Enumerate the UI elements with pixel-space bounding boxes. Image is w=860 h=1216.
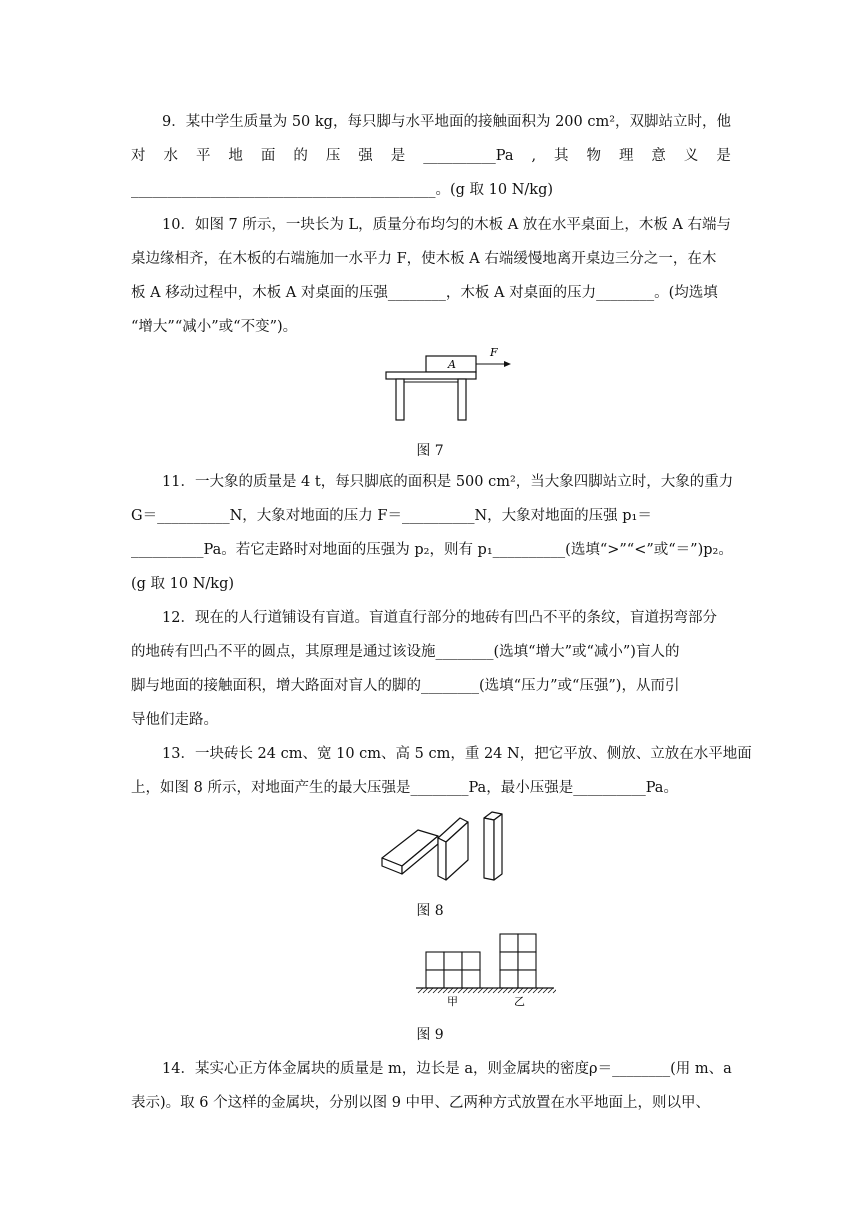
q14-line-2: 表示)。取 6 个这样的金属块，分别以图 9 中甲、乙两种方式放置在水平地面上，则以甲、 bbox=[131, 1095, 711, 1111]
hatch-stroke bbox=[523, 988, 528, 993]
q9-line-2-token: 其 bbox=[554, 148, 569, 164]
q9-line-2-token: 的 bbox=[293, 148, 308, 164]
hatch-stroke bbox=[463, 988, 468, 993]
hatch-stroke bbox=[468, 988, 473, 993]
hatch-stroke bbox=[513, 988, 518, 993]
q10-line-2: 桌边缘相齐，在木板的右端施加一水平力 F，使木板 A 右端缓慢地离开桌边三分之一，在木 bbox=[131, 251, 717, 267]
q9-line-2-token: 面 bbox=[260, 148, 276, 164]
hatch-stroke bbox=[553, 988, 556, 993]
fig9-label-jia: 甲 bbox=[447, 995, 458, 1008]
hatch-stroke bbox=[423, 988, 428, 993]
standing-brick-side bbox=[494, 814, 502, 880]
q11-line-1: 11．一大象的质量是 4 t，每只脚底的面积是 500 cm²，当大象四脚站立时，大象的重力 bbox=[162, 474, 734, 490]
figure-8-caption: 图 8 bbox=[416, 903, 444, 919]
hatch-stroke bbox=[458, 988, 463, 993]
q12-line-3: 脚与地面的接触面积，增大路面对盲人的脚的________(选填“压力”或“压强”)，从而引 bbox=[131, 678, 680, 694]
q9-line-2 bbox=[131, 146, 731, 166]
side-brick-front bbox=[438, 838, 446, 880]
hatch-stroke bbox=[473, 988, 478, 993]
q9-line-2-token: 地 bbox=[228, 148, 243, 164]
figure-9-cubes-diagram bbox=[414, 930, 556, 1010]
q11-line-2: G＝__________N，大象对地面的压力 F＝__________N，大象对地面的压强 p₁＝ bbox=[131, 508, 652, 524]
q9-line-3: __________________________________________。(g 取 10 N/kg) bbox=[131, 182, 554, 198]
q9-line-2-token: 平 bbox=[195, 148, 211, 164]
fig7-force-label: F bbox=[490, 346, 498, 359]
q13-line-2: 上，如图 8 所示，对地面产生的最大压强是________Pa，最小压强是__________Pa。 bbox=[131, 780, 678, 796]
hatch-stroke bbox=[533, 988, 538, 993]
hatch-stroke bbox=[478, 988, 483, 993]
q9-line-2-token: 压 bbox=[325, 148, 341, 164]
standing-brick-front bbox=[484, 818, 494, 880]
q9-line-2-token: 义 bbox=[683, 148, 699, 164]
hatch-stroke bbox=[493, 988, 498, 993]
q9-line-2-token: 物 bbox=[586, 148, 601, 164]
figure-7-table-diagram bbox=[380, 342, 520, 424]
q12-line-2: 的地砖有凹凸不平的圆点，其原理是通过该设施________(选填“增大”或“减小”)盲人的 bbox=[131, 644, 680, 660]
q9-line-1: 9．某中学生质量为 50 kg，每只脚与水平地面的接触面积为 200 cm²，双脚站立时，他 bbox=[162, 114, 732, 130]
hatch-stroke bbox=[433, 988, 438, 993]
hatch-stroke bbox=[508, 988, 513, 993]
q9-line-2-token: 理 bbox=[618, 148, 634, 164]
q9-line-2-token: 是 bbox=[716, 148, 731, 164]
fig7-block-label: A bbox=[448, 358, 456, 371]
q9-line-2-token: __________Pa bbox=[423, 148, 514, 164]
hatch-stroke bbox=[548, 988, 553, 993]
q12-line-4: 导他们走路。 bbox=[131, 712, 218, 728]
q9-line-2-token: 意 bbox=[651, 148, 666, 164]
hatch-stroke bbox=[498, 988, 503, 993]
hatch-stroke bbox=[528, 988, 533, 993]
q10-line-4: “增大”“减小”或“不变”)。 bbox=[131, 319, 298, 335]
hatch-stroke bbox=[538, 988, 543, 993]
hatch-stroke bbox=[488, 988, 493, 993]
q13-line-1: 13．一块砖长 24 cm、宽 10 cm、高 5 cm，重 24 N，把它平放、侧放、立放在水平地面 bbox=[162, 746, 752, 762]
figure-9-caption: 图 9 bbox=[416, 1027, 444, 1043]
q9-line-2-token: 对 bbox=[131, 148, 146, 164]
q9-line-2-token: 是 bbox=[390, 148, 406, 164]
q11-line-3: __________Pa。若它走路时对地面的压强为 p₂，则有 p₁__________(选填“>”“<”或“＝”)p₂。 bbox=[131, 542, 733, 558]
hatch-stroke bbox=[518, 988, 523, 993]
q12-line-1: 12．现在的人行道铺设有盲道。盲道直行部分的地砖有凹凸不平的条纹，盲道拐弯部分 bbox=[162, 610, 717, 626]
q9-line-2-token: , bbox=[531, 148, 537, 164]
hatch-stroke bbox=[543, 988, 548, 993]
hatch-stroke bbox=[438, 988, 443, 993]
q9-line-2-token: 强 bbox=[358, 148, 373, 164]
hatch-stroke bbox=[418, 988, 423, 993]
ground-hatching bbox=[418, 988, 556, 993]
q11-line-4: (g 取 10 N/kg) bbox=[131, 576, 235, 592]
hatch-stroke bbox=[448, 988, 453, 993]
q10-line-3: 板 A 移动过程中，木板 A 对桌面的压强________，木板 A 对桌面的压力________。(均选填 bbox=[131, 285, 718, 301]
figure-8-bricks-diagram bbox=[378, 808, 510, 884]
hatch-stroke bbox=[428, 988, 433, 993]
hatch-stroke bbox=[453, 988, 458, 993]
hatch-stroke bbox=[483, 988, 488, 993]
q9-line-2-token: 水 bbox=[163, 148, 178, 164]
fig9-label-yi: 乙 bbox=[514, 995, 525, 1008]
q10-line-1: 10．如图 7 所示，一块长为 L，质量分布均匀的木板 A 放在水平桌面上，木板 A 右端与 bbox=[162, 217, 732, 233]
hatch-stroke bbox=[503, 988, 508, 993]
q14-line-1: 14．某实心正方体金属块的质量是 m，边长是 a，则金属块的密度ρ＝________(用 m、a bbox=[162, 1061, 732, 1077]
figure-7-caption: 图 7 bbox=[416, 443, 444, 459]
hatch-stroke bbox=[443, 988, 448, 993]
